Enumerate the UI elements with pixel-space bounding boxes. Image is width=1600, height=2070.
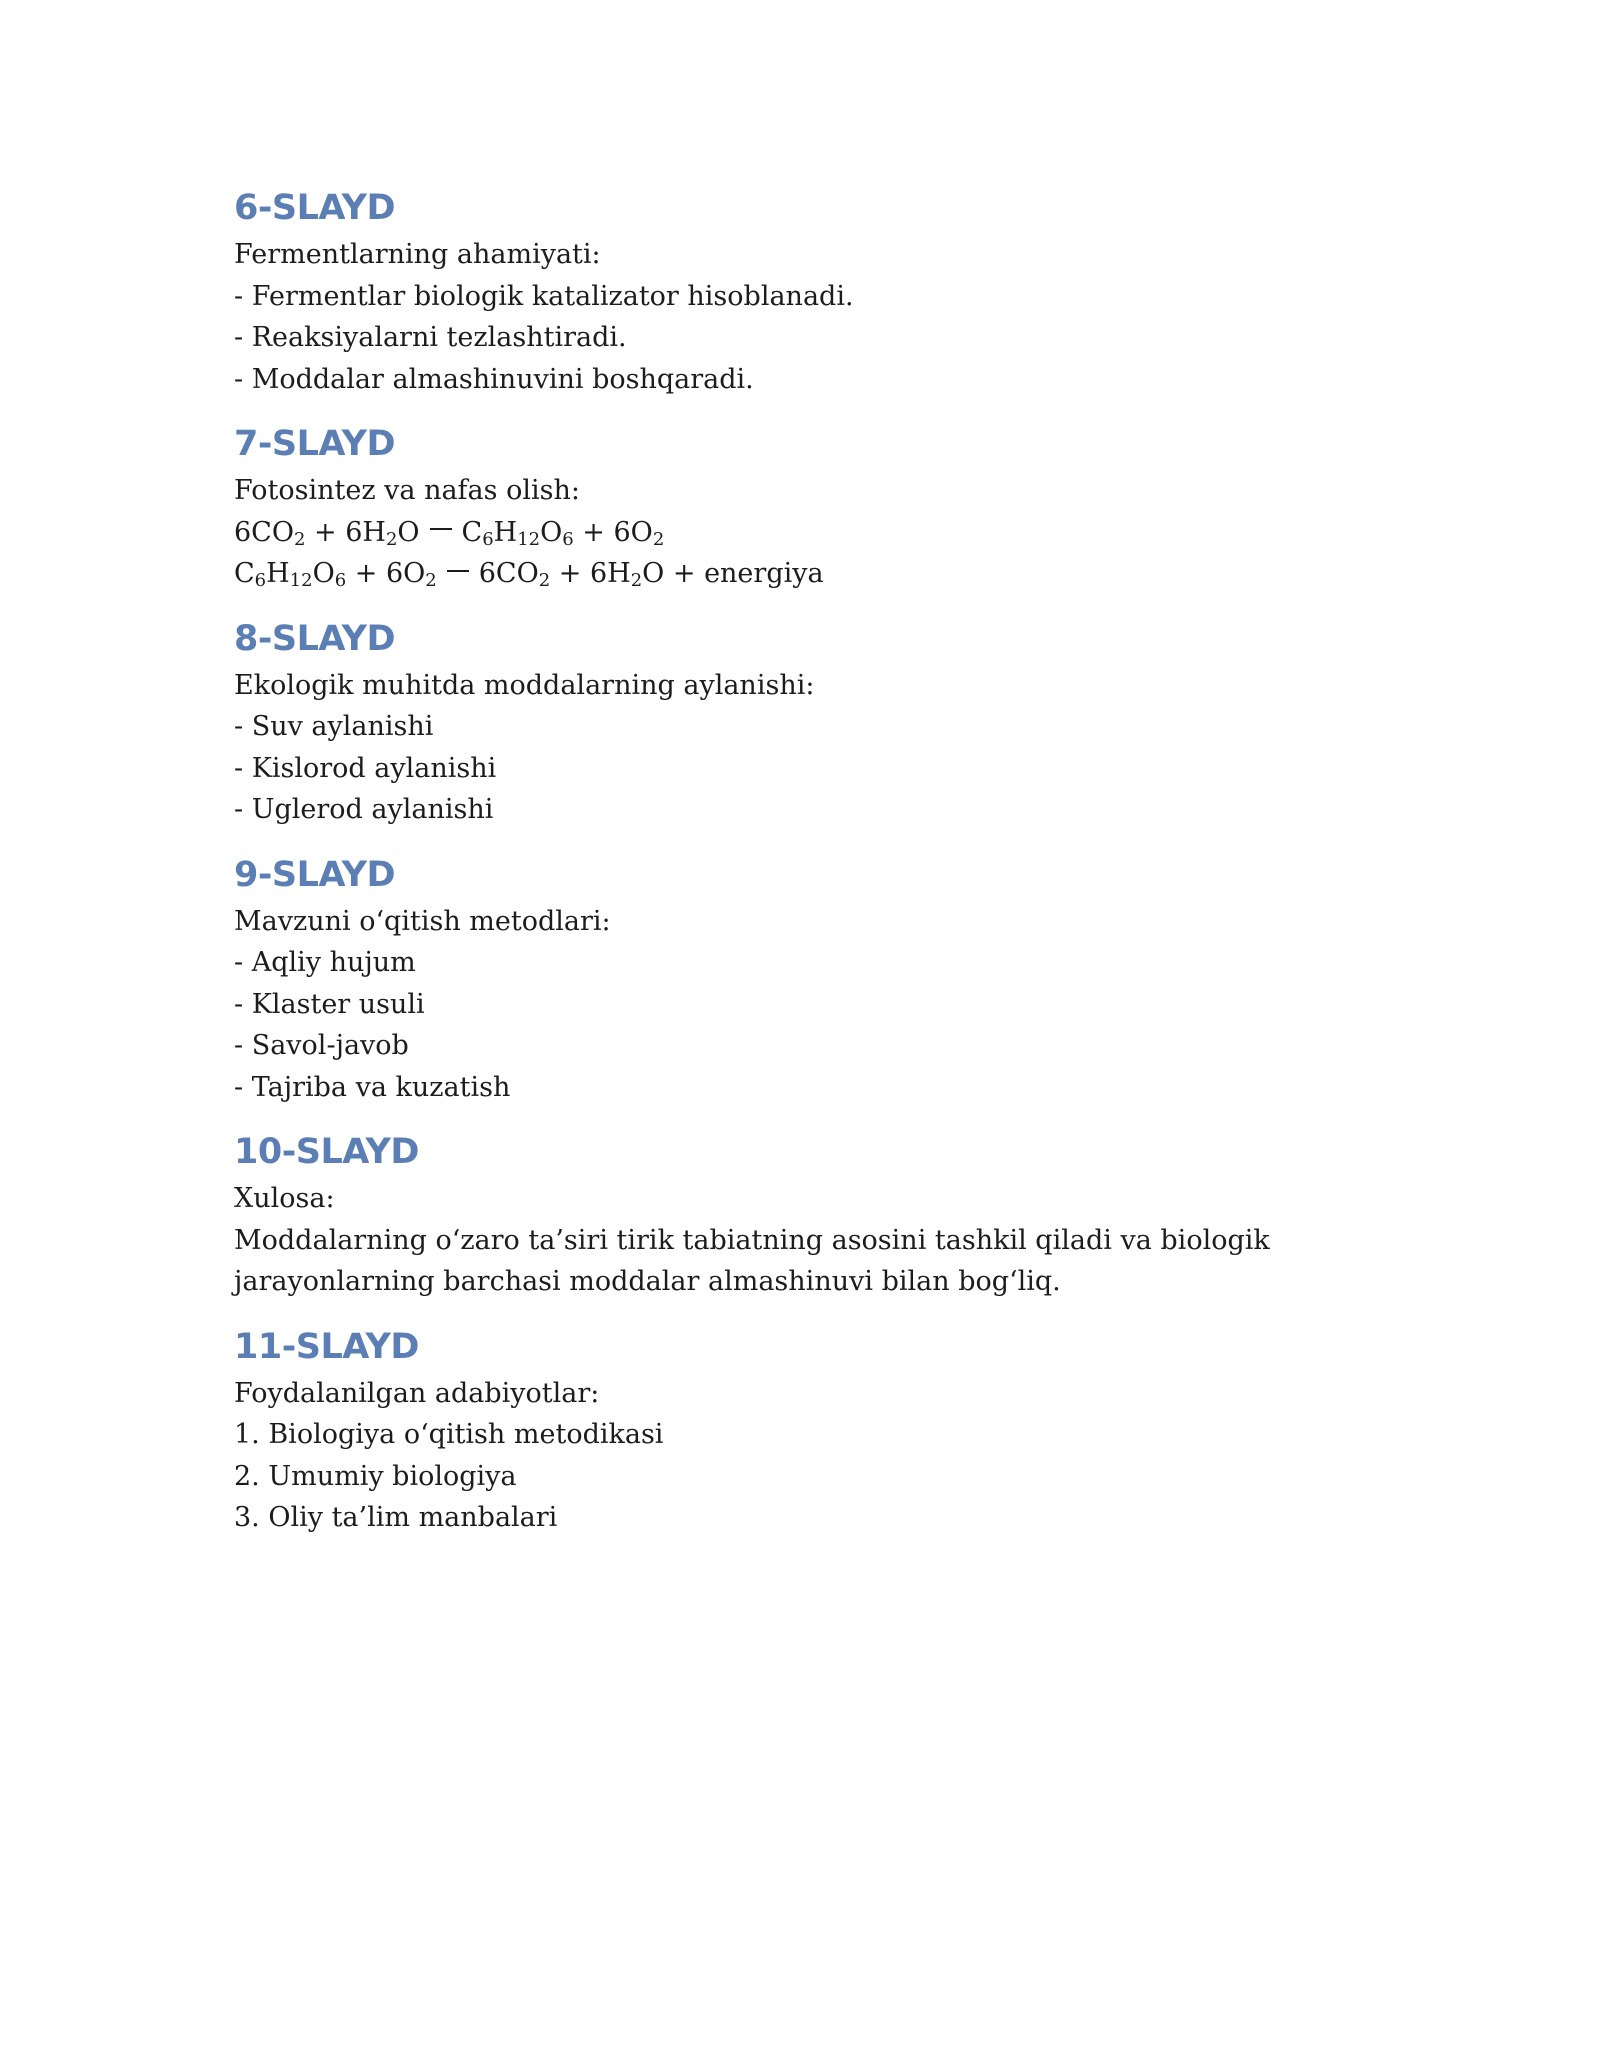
- section-heading: 9-SLAYD: [234, 854, 396, 895]
- list-item: - Moddalar almashinuvini boshqaradi.: [234, 363, 754, 395]
- section-slide-11: [234, 1325, 1274, 1539]
- list-item: - Klaster usuli: [234, 988, 425, 1020]
- reaction-arrow-icon: [430, 528, 452, 530]
- photosynthesis-equation: $6CO_2 + 6H_2O$ $C_6H_{12}O_6 + 6O_2$: [234, 516, 665, 550]
- section-heading: 8-SLAYD: [234, 618, 396, 659]
- section-slide-10: [234, 1130, 1274, 1303]
- section-heading: 6-SLAYD: [234, 188, 396, 228]
- document-content: [234, 186, 1274, 1561]
- section-intro: Fermentlarning ahamiyati:: [234, 239, 601, 270]
- section-heading: 10-SLAYD: [234, 1132, 419, 1172]
- section-slide-7: [234, 422, 1274, 595]
- section-intro: Fotosintez va nafas olish:: [234, 475, 580, 506]
- section-heading: 11-SLAYD: [234, 1326, 419, 1367]
- list-item: - Aqliy hujum: [234, 947, 416, 978]
- list-item: - Tajriba va kuzatish: [234, 1071, 511, 1103]
- section-slide-9: [234, 853, 1274, 1109]
- reaction-arrow-icon: [447, 570, 469, 572]
- conclusion-text-line: Moddalarning o‘zaro ta’siri tirik tabiatning asosini tashkil qiladi va biologik: [234, 1224, 1270, 1256]
- list-item: - Reaksiyalarni tezlashtiradi.: [234, 322, 627, 353]
- conclusion-text-line: jarayonlarning barchasi moddalar almashinuvi bilan bog‘liq.: [234, 1266, 1061, 1297]
- list-item: - Savol-javob: [234, 1030, 409, 1061]
- section-intro: Ekologik muhitda moddalarning aylanishi:: [234, 669, 815, 701]
- list-item: - Fermentlar biologik katalizator hisoblanadi.: [234, 280, 854, 312]
- section-intro: Foydalanilgan adabiyotlar:: [234, 1377, 600, 1409]
- section-slide-6: [234, 186, 1274, 400]
- list-item: - Suv aylanishi: [234, 711, 434, 742]
- section-heading: 7-SLAYD: [234, 424, 396, 464]
- section-intro: Xulosa:: [234, 1183, 335, 1214]
- respiration-equation: $C_6H_{12}O_6 + 6O_2$ $6CO_2 + 6H_2O$ + energiya: [234, 558, 824, 591]
- reference-item: 3. Oliy ta’lim manbalari: [234, 1502, 558, 1533]
- list-item: - Kislorod aylanishi: [234, 752, 497, 784]
- list-item: - Uglerod aylanishi: [234, 794, 494, 825]
- section-slide-8: [234, 617, 1274, 831]
- reference-item: 2. Umumiy biologiya: [234, 1460, 517, 1492]
- section-intro: Mavzuni o‘qitish metodlari:: [234, 905, 611, 937]
- reference-item: 1. Biologiya o‘qitish metodikasi: [234, 1419, 664, 1450]
